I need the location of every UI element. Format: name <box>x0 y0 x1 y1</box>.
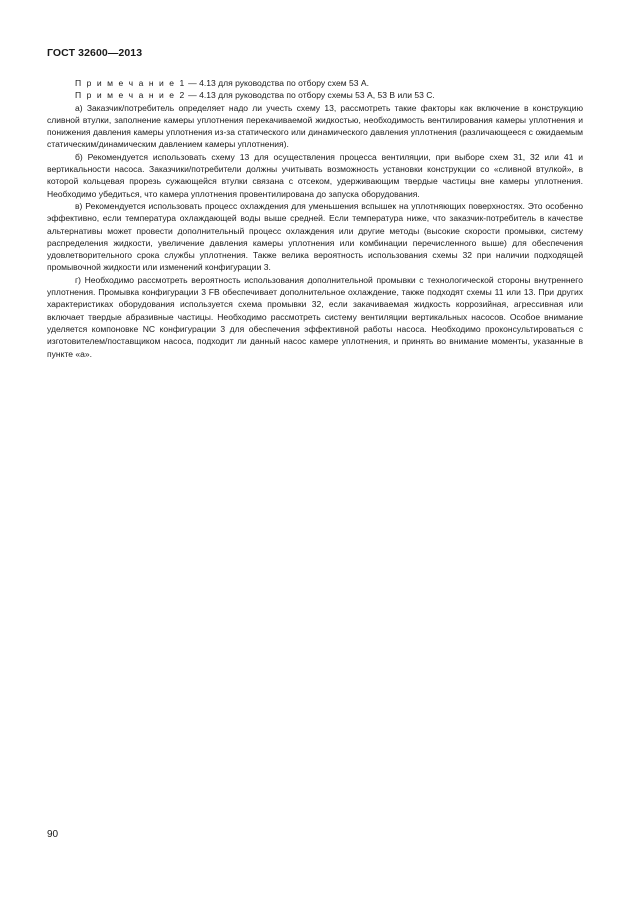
note-1-label: П р и м е ч а н и е 1 <box>75 78 186 88</box>
standard-header: ГОСТ 32600—2013 <box>47 47 143 59</box>
note-1 <box>47 77 583 89</box>
document-body <box>47 77 583 360</box>
paragraph-b: б) Рекомендуется использовать схему 13 для осуществления процесса вентиляции, при выборе схем 31, 32 или 41 и вертикальности насоса. Заказчики/потребители должны учитывать возможность установки конструкции со «сливной втулкой», в которой кольцевая прорезь сужающейся втулки связана с отсеком, удерживающим твердые частицы вне камеры уплотнения. Необходимо убедиться, что камера уплотнения провентилирована до запуска оборудования. <box>47 151 583 199</box>
note-2 <box>47 89 583 101</box>
paragraph-c: в) Рекомендуется использовать процесс охлаждения для уменьшения вспышек на уплотняющих поверхностях. Это особенно эффективно, если температура охлаждающей воды выше средней. Если температура ниже, что заказчик-потребитель в качестве альтернативы может провести дополнительный процесс охлаждения или другие методы (высокие скорости промывки, систему распределения жидкости, увеличение давления камеры уплотнения или комбинации перечисленного выше) для обеспечения удовлетворительного срока службы уплотнения. Также велика вероятность использования схемы 32 при наличии подходящей промывочной жидкости или изменений конфигурации 3. <box>47 200 583 273</box>
page-number: 90 <box>47 829 59 840</box>
note-2-label: П р и м е ч а н и е 2 <box>75 90 186 101</box>
paragraph-a: а) Заказчик/потребитель определяет надо ли учесть схему 13, рассмотреть такие факторы как включение в конструкцию сливной втулки, заполнение камеры уплотнения перекачиваемой жидкостью, необходимость вентилирования камеры уплотнения и понижения давления камеры уплотнения из-за статического или динамического давления уплотнения (различающееся с ожидаемым статическим/динамическим давлением камеры уплотнения). <box>47 102 583 150</box>
note-2-text: — 4.13 для руководства по отбору схемы 53 А, 53 В или 53 С. <box>185 90 435 101</box>
paragraph-d: г) Необходимо рассмотреть вероятность использования дополнительной промывки с технологической стороны внутреннего уплотнения. Промывка конфигурации 3 FB обеспечивает дополнительное охлаждение, также подходят схемы 11 или 13. При других характеристиках оборудования используется схема промывки 32, если закачиваемая жидкость коррозийная, агрессивная или включает твердые абразивные частицы. Необходимо рассмотреть систему вентиляции вертикальных насосов. Особое внимание уделяется компоновке NC конфигурации 3 для обеспечения эффективной работы насоса. Необходимо проконсультироваться с изготовителем/поставщиком насоса, подходит ли данный насос камере уплотнения, и принять во внимание моменты, указанные в пункте «а». <box>47 274 583 359</box>
note-1-text: — 4.13 для руководства по отбору схем 53 А. <box>185 78 369 88</box>
